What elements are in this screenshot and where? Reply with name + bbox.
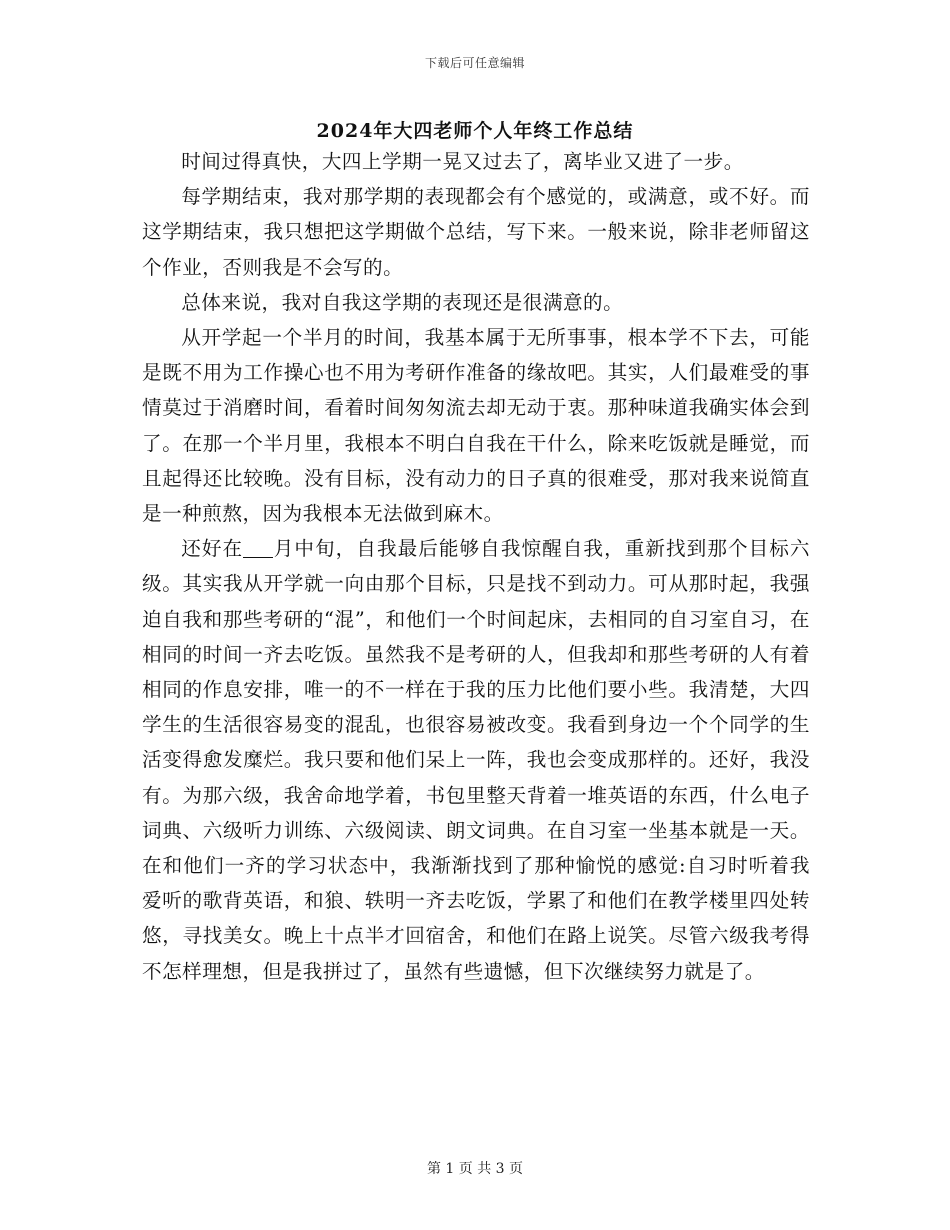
page-footer: 第 1 页 共 3 页: [426, 1161, 524, 1177]
paragraph-1: 时间过得真快，大四上学期一晃又过去了，离毕业又进了一步。: [181, 150, 744, 173]
document-body: [142, 144, 810, 989]
document-title: 2024年大四老师个人年终工作总结: [316, 120, 634, 142]
paragraph-3: 总体来说，我对自我这学期的表现还是很满意的。: [181, 290, 624, 314]
paragraph-5: [142, 531, 810, 989]
page-header: 下载后可任意编辑: [424, 56, 525, 70]
fill-in-blank: [243, 538, 273, 559]
paragraph-5-rest: 月中旬，自我最后能够自我惊醒自我，重新找到那个目标六级。其实我从开学就一向由那个目标，只是找不到动力。可从那时起，我强迫自我和那些考研的“混”，和他们一个时间起床，去相同的自习室自习，在相同的时间一齐去吃饭。虽然我不是考研的人，但我却和那些考研的人有着相同的作息安排，唯一的不一样在于我的压力比他们要小些。我清楚，大四学生的生活很容易变的混乱，也很容易被改变。我看到身边一个个同学的生活变得愈发糜烂。我只要和他们呆上一阵，我也会变成那样的。还好，我没有。为那六级，我舍命地学着，书包里整天背着一堆英语的东西，什么电子词典、六级听力训练、六级阅读、朗文词典。在自习室一坐基本就是一天。在和他们一齐的学习状态中，我渐渐找到了那种愉悦的感觉:自习时听着我爱听的歌背英语，和狼、轶明一齐去吃饭，学累了和他们在教学楼里四处转悠，寻找美女。晚上十点半才回宿舍，和他们在路上说笑。尽管六级我考得不怎样理想，但是我拼过了，虽然有些遗憾，但下次继续努力就是了。: [142, 537, 811, 983]
paragraph-5-start: 还好在: [181, 537, 244, 561]
paragraph-2: 每学期结束，我对那学期的表现都会有个感觉的，或满意，或不好。而这学期结束，我只想把这学期做个总结，写下来。一般来说，除非老师留这个作业，否则我是不会写的。: [142, 185, 810, 279]
paragraph-4: 从开学起一个半月的时间，我基本属于无所事事，根本学不下去，可能是既不用为工作操心也不用为考研作准备的缘故吧。其实，人们最难受的事情莫过于消磨时间，看着时间匆匆流去却无动于衷。那种味道我确实体会到了。在那一个半月里，我根本不明白自我在干什么，除来吃饭就是睡觉，而且起得还比较晚。没有目标，没有动力的日子真的很难受，那对我来说简直是一种煎熬，因为我根本无法做到麻木。: [142, 326, 810, 526]
